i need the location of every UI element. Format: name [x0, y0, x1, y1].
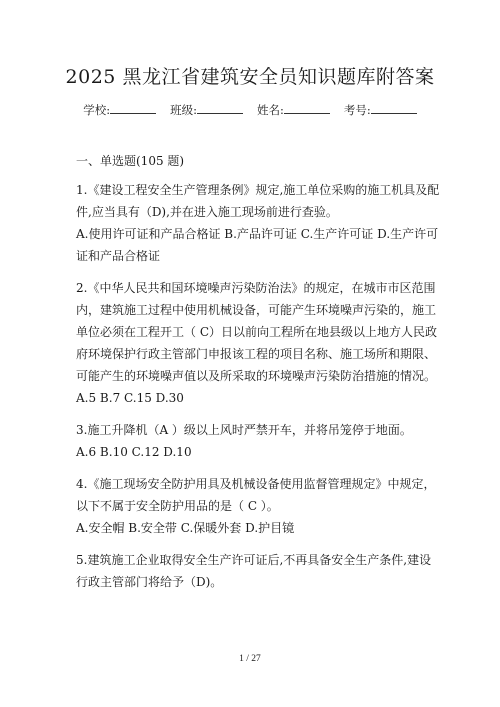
class-label: 班级: — [170, 103, 197, 117]
question-options: A.6 B.10 C.12 D.10 — [76, 445, 192, 459]
question-item — [76, 277, 440, 409]
question-options: A.安全帽 B.安全带 C.保暖外套 D.护目镜 — [76, 521, 295, 535]
name-field — [257, 101, 330, 118]
school-blank — [110, 101, 156, 114]
page-number: 1 / 27 — [239, 654, 261, 664]
document-title: 2025 黑龙江省建筑安全员知识题库附答案 — [65, 66, 435, 88]
class-field — [170, 101, 243, 118]
question-item — [76, 419, 440, 463]
question-stem: 1.《建设工程安全生产管理条例》规定,施工单位采购的施工机具及配件,应当具有（D),并在进入施工现场前进行查验。 — [76, 183, 440, 219]
class-blank — [197, 101, 243, 114]
question-stem: 3.施工升降机（A ）级以上风时严禁开车，并将吊笼停于地面。 — [76, 423, 412, 437]
question-stem: 5.建筑施工企业取得安全生产许可证后,不再具备安全生产条件,建设行政主管部门将给予（D)。 — [76, 553, 432, 589]
question-item — [76, 549, 440, 593]
school-label: 学校: — [83, 103, 111, 117]
exam-no-blank — [371, 101, 417, 114]
question-options: A.使用许可证和产品合格证 B.产品许可证 C.生产许可证 D.生产许可证和产品合格证 — [76, 227, 439, 263]
question-content — [76, 150, 440, 603]
student-info-row — [0, 101, 500, 118]
question-stem: 2.《中华人民共和国环境噪声污染防治法》的规定，在城市市区范围内，建筑施工过程中使用机械设备，可能产生环境噪声污染的，施工单位必须在工程开工（ C）日以前向工程所在地县级以上地方人民政府环境保护行政主管部门申报该工程的项目名称、施工场所和期限、可能产生的环境噪声值以及所采取的环境噪声污染防治措施的情况。 — [76, 281, 437, 383]
question-options: A.5 B.7 C.15 D.30 — [76, 391, 184, 405]
question-item — [76, 179, 440, 267]
name-blank — [284, 101, 330, 114]
question-stem: 4.《施工现场安全防护用具及机械设备使用监督管理规定》中规定，以下不属于安全防护用品的是（ C ）。 — [76, 477, 436, 513]
school-field — [83, 101, 156, 118]
exam-no-field — [344, 101, 417, 118]
name-label: 姓名: — [257, 103, 284, 117]
section-heading: 一、单选题(105 题) — [76, 154, 185, 168]
exam-no-label: 考号: — [343, 103, 371, 117]
question-item — [76, 473, 440, 539]
